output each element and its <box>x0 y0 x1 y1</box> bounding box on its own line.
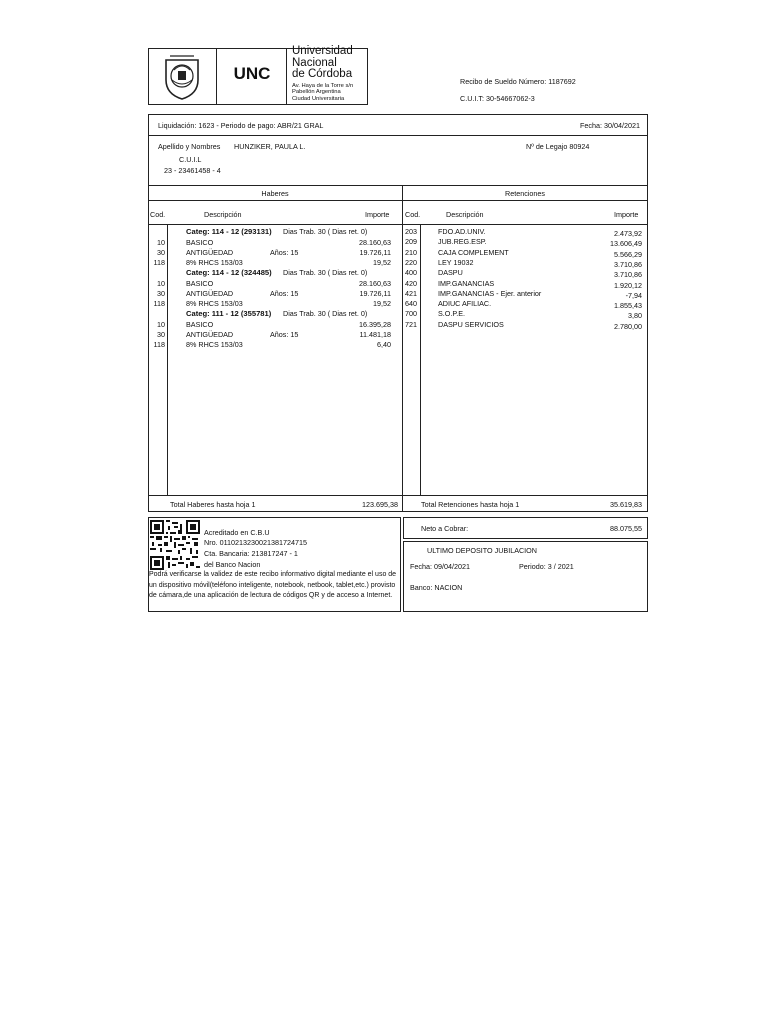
table-row: 721 DASPU SERVICIOS 2.780,00 <box>405 320 642 331</box>
dias-label: Dias Trab. 30 ( Dias ret. 0) <box>283 268 368 277</box>
table-row: 118 8% RHCS 153/03 19,52 <box>153 299 391 308</box>
banco-nombre: del Banco Nacion <box>204 560 261 569</box>
retenciones-rows <box>402 227 648 347</box>
table-row: 118 8% RHCS 153/03 6,40 <box>153 340 391 349</box>
haberes-total-value: 123.695,38 <box>362 500 398 509</box>
receipt-number: Recibo de Sueldo Número: 1187692 <box>460 77 576 86</box>
table-row: 30 ANTIGÜEDAD Años: 15 19.726,11 <box>157 248 391 257</box>
dias-label: Dias Trab. 30 ( Dias ret. 0) <box>283 227 368 236</box>
retenciones-title: Retenciones <box>505 189 545 198</box>
ultimo-deposito-periodo: Periodo: 3 / 2021 <box>519 562 574 571</box>
cuenta-bancaria: Cta. Bancaria: 213817247 - 1 <box>204 549 298 558</box>
haberes-title: Haberes <box>261 189 289 198</box>
table-row: 118 8% RHCS 153/03 19,52 <box>153 258 391 267</box>
liquidation-date: Fecha: 30/04/2021 <box>580 121 640 130</box>
name-label: Apellido y Nombres <box>158 142 221 151</box>
table-row: 10 BASICO 28.160,63 <box>157 279 391 288</box>
ultimo-deposito-banco: Banco: NACION <box>410 583 463 592</box>
cbu-acreditado: Acreditado en C.B.U <box>204 528 270 537</box>
retenciones-total-label: Total Retenciones hasta hoja 1 <box>421 500 520 509</box>
neto-value: 88.075,55 <box>610 524 642 533</box>
haberes-total-label: Total Haberes hasta hoja 1 <box>170 500 256 509</box>
categ-label: Categ: 114 - 12 (324485) <box>186 268 272 277</box>
retenciones-col-cod: Cod. <box>405 210 421 219</box>
haberes-rows <box>148 227 402 487</box>
table-row: 210 CAJA COMPLEMENT 5.566,29 <box>405 248 642 259</box>
ultimo-deposito-title: ULTIMO DEPOSITO JUBILACION <box>427 546 537 555</box>
liquidation-text: Liquidación: 1623 - Periodo de pago: ABR/21 GRAL <box>158 121 324 130</box>
table-row <box>148 268 402 278</box>
haberes-col-importe: Importe <box>365 210 390 219</box>
neto-label: Neto a Cobrar: <box>421 524 469 533</box>
categ-label: Categ: 111 - 12 (355781) <box>186 309 272 318</box>
haberes-col-cod: Cod. <box>150 210 166 219</box>
table-row: 421 IMP.GANANCIAS - Ejer. anterior -7,94 <box>405 289 642 300</box>
table-row: 30 ANTIGÜEDAD Años: 15 11.481,18 <box>157 330 391 339</box>
retenciones-col-desc: Descripción <box>446 210 484 219</box>
cbu-number: Nro. 0110213230021381724715 <box>204 538 307 547</box>
table-row: 400 DASPU 3.710,86 <box>405 268 642 279</box>
cuil-label: C.U.I.L <box>179 155 202 164</box>
table-row: 10 BASICO 16.395,28 <box>157 320 391 329</box>
table-row: 30 ANTIGÜEDAD Años: 15 19.726,11 <box>157 289 391 298</box>
table-row <box>148 309 402 319</box>
table-row: 10 BASICO 28.160,63 <box>157 238 391 247</box>
cuit: C.U.I.T: 30-54667062-3 <box>460 94 535 103</box>
university-address: Av. Haya de la Torre s/n Pabellón Argentina Ciudad Universitaria <box>292 83 354 102</box>
haberes-col-desc: Descripción <box>204 210 242 219</box>
table-row: 203 FDO.AD.UNIV. 2.473,92 <box>405 227 642 238</box>
logo-text: UNC <box>233 64 271 83</box>
table-row: 640 ADIUC AFILIAC. 1.855,43 <box>405 299 642 310</box>
table-row: 700 S.O.P.E. 3,80 <box>405 309 642 320</box>
university-seal-icon <box>158 52 206 102</box>
cuil-value: 23 - 23461458 - 4 <box>164 166 221 175</box>
table-row: 220 LEY 19032 3.710,86 <box>405 258 642 269</box>
verify-text: Podrá verificarse la validez de este recibo informativo digital mediante el uso de un dispositivo móvil(teléfono inteligente, notebook, netbook, tablet,etc.) provisto de cámara,de una aplicación de lectura de códigos QR y de acceso a Internet. <box>149 571 397 599</box>
retenciones-total-value: 35.619,83 <box>610 500 642 509</box>
categ-label: Categ: 114 - 12 (293131) <box>186 227 272 236</box>
table-row <box>148 227 402 237</box>
table-row: 209 JUB.REG.ESP. 13.606,49 <box>405 237 642 248</box>
retenciones-col-importe: Importe <box>614 210 639 219</box>
ultimo-deposito-fecha: Fecha: 09/04/2021 <box>410 562 470 571</box>
qr-code-icon[interactable] <box>150 520 200 570</box>
university-name: Universidad Nacional de Córdoba <box>292 45 353 80</box>
legajo: Nº de Legajo 80924 <box>526 142 590 151</box>
dias-label: Dias Trab. 30 ( Dias ret. 0) <box>283 309 368 318</box>
table-row: 420 IMP.GANANCIAS 1.920,12 <box>405 279 642 290</box>
name-value: HUNZIKER, PAULA L. <box>234 142 306 151</box>
